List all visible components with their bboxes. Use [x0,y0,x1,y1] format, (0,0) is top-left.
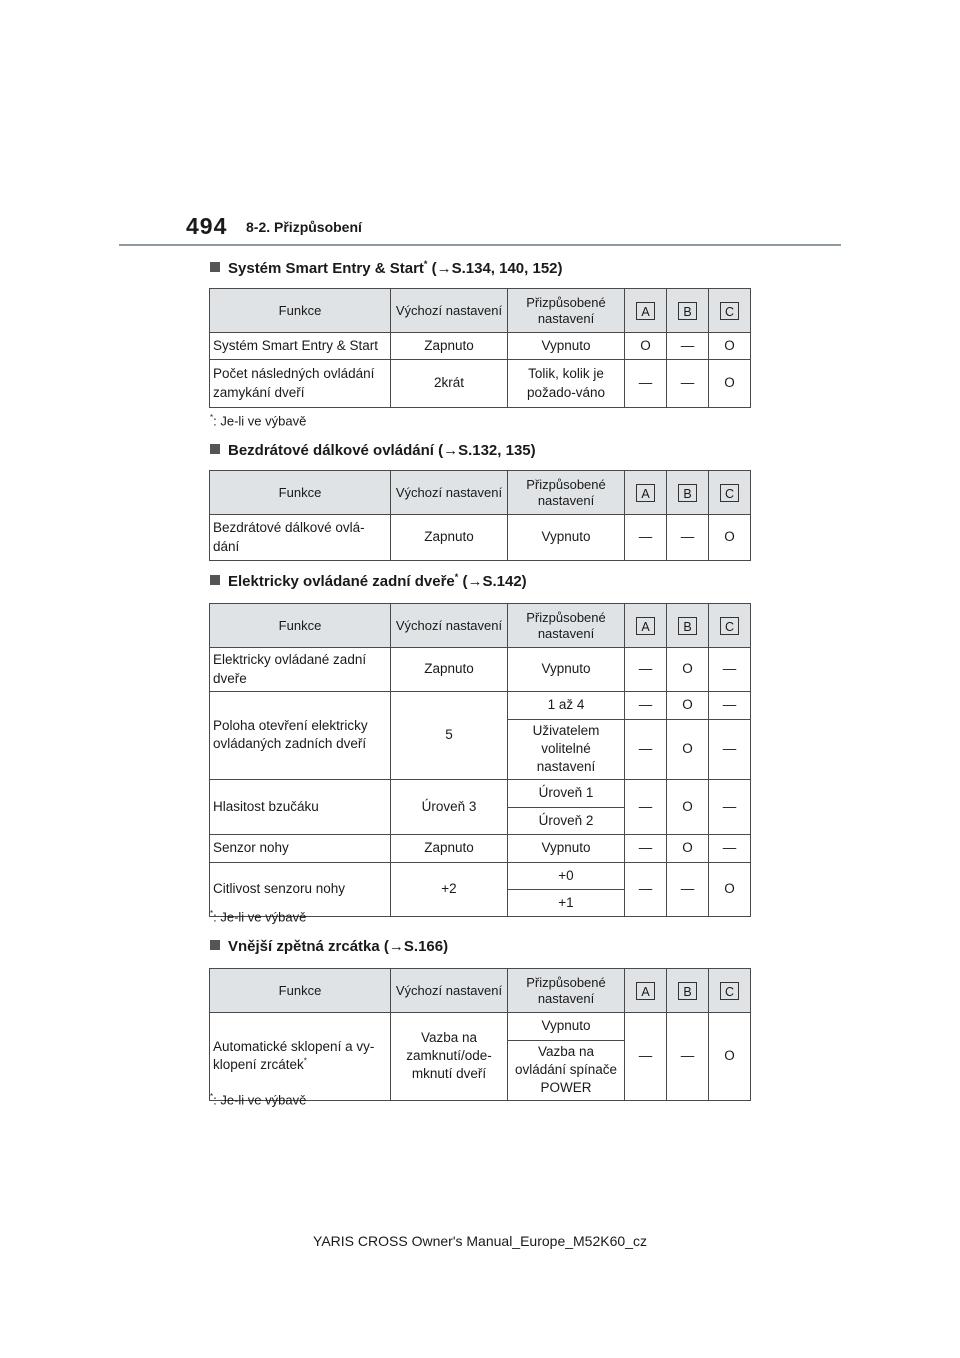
table-row: Počet následných ovládání zamykání dveří 2krát Tolik, kolik je požado-váno — — O [210,360,751,408]
footer-manual-title: YARIS CROSS Owner's Manual_Europe_M52K60_cz [313,1233,647,1249]
mode-a-badge: A [636,617,655,635]
bullet-square-icon [210,575,220,585]
footnote: *: Je-li ve výbavě [210,909,307,925]
bullet-square-icon [210,444,220,454]
table-row: Vazba na ovládání spínače POWER [210,1041,751,1101]
col-custom: Přizpůsobené nastavení [508,289,625,333]
mode-c-badge: C [720,484,739,502]
table-wireless-remote [209,470,751,561]
mode-c-badge: C [720,617,739,635]
section-title: 8-2. Přizpůsobení [246,219,362,235]
table-row: +1 [210,889,751,916]
col-default: Výchozí nastavení [391,471,508,515]
col-c [709,289,751,333]
col-default: Výchozí nastavení [391,289,508,333]
table-smart-entry [209,288,751,408]
table-row: Senzor nohy Zapnuto Vypnuto — O — [210,834,751,862]
bullet-square-icon [210,262,220,272]
table-row: Hlasitost bzučáku Úroveň 3 Úroveň 1 — O — [210,779,751,807]
table-power-back-door [209,603,751,917]
mode-b-badge: B [678,982,697,1000]
col-custom: Přizpůsobené nastavení [508,604,625,648]
col-function: Funkce [210,969,391,1013]
header-divider [119,244,841,246]
mode-b-badge: B [678,617,697,635]
section-heading-power-back-door: Elektricky ovládané zadní dveře* (→S.142) [210,572,527,590]
table-outside-mirrors [209,968,751,1101]
mode-b-badge: B [678,302,697,320]
col-function: Funkce [210,471,391,515]
mode-c-badge: C [720,302,739,320]
mode-b-badge: B [678,484,697,502]
mode-a-badge: A [636,484,655,502]
section-heading-smart-entry: Systém Smart Entry & Start* (→S.134, 140, 152) [210,259,563,277]
section-heading-outside-mirrors: Vnější zpětná zrcátka (→S.166) [210,938,448,955]
col-function: Funkce [210,604,391,648]
table-row: Uživatelem volitelné nastavení — O — [210,720,751,780]
table-row: Úroveň 2 [210,807,751,834]
mode-a-badge: A [636,302,655,320]
col-b [667,289,709,333]
mode-c-badge: C [720,982,739,1000]
col-default: Výchozí nastavení [391,969,508,1013]
col-function: Funkce [210,289,391,333]
col-default: Výchozí nastavení [391,604,508,648]
table-row: Elektricky ovládané zadní dveře Zapnuto Vypnuto — O — [210,648,751,692]
section-heading-wireless-remote: Bezdrátové dálkové ovládání (→S.132, 135) [210,442,536,459]
mode-a-badge: A [636,982,655,1000]
table-row: Bezdrátové dálkové ovlá-dání Zapnuto Vypnuto — — O [210,515,751,561]
footnote: *: Je-li ve výbavě [210,413,307,429]
col-custom: Přizpůsobené nastavení [508,471,625,515]
table-row: Systém Smart Entry & Start Zapnuto Vypnuto O — O [210,333,751,360]
table-row: Automatické sklopení a vy-klopení zrcátek* Vazba na zamknutí/ode-mknutí dveří Vypnuto — — O [210,1013,751,1041]
table-row: Poloha otevření elektricky ovládaných zadních dveří 5 1 až 4 — O — [210,692,751,720]
bullet-square-icon [210,940,220,950]
footnote: *: Je-li ve výbavě [210,1092,307,1108]
page-number: 494 [186,213,228,239]
table-row: Citlivost senzoru nohy +2 +0 — — O [210,862,751,889]
col-a [625,289,667,333]
col-custom: Přizpůsobené nastavení [508,969,625,1013]
